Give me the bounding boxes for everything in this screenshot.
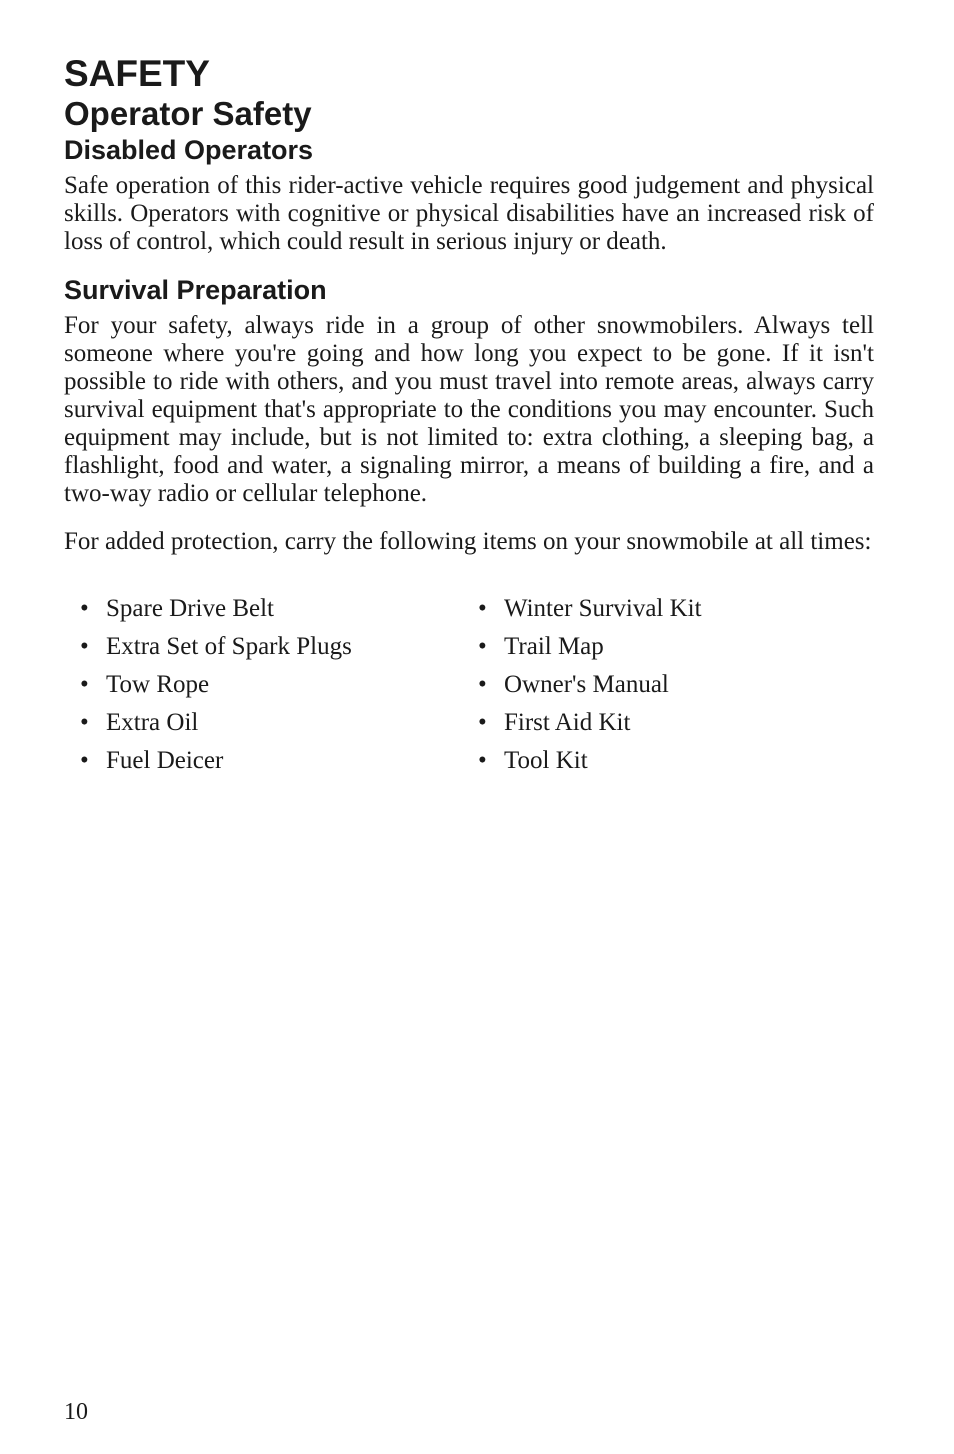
- list-item-label: Extra Oil: [106, 709, 199, 736]
- list-item: [478, 628, 702, 666]
- equipment-list-left: [80, 590, 352, 780]
- bullet-icon: •: [478, 633, 487, 660]
- bullet-icon: •: [80, 633, 89, 660]
- added-protection-text: For added protection, carry the following items on your snowmobile at all times:: [64, 528, 872, 555]
- bullet-icon: •: [478, 747, 487, 774]
- list-item: [80, 666, 352, 704]
- bullet-icon: •: [80, 709, 89, 736]
- bullet-icon: •: [478, 595, 487, 622]
- bullet-icon: •: [478, 671, 487, 698]
- disabled-operators-heading: Disabled Operators: [64, 135, 314, 165]
- bullet-icon: •: [80, 595, 89, 622]
- manual-page: [64, 54, 874, 790]
- bullet-icon: •: [478, 709, 487, 736]
- list-item-label: Trail Map: [504, 633, 604, 660]
- disabled-operators-body: Safe operation of this rider-active vehicle requires good judgement and physical skills. Operators with cognitive or physical disabilities have an increased risk of loss of control, which could result in serious injury or death.: [64, 172, 874, 255]
- survival-preparation-heading: Survival Preparation: [64, 275, 327, 305]
- list-item: [478, 704, 702, 742]
- section-title: SAFETY: [64, 53, 210, 94]
- subsection-title: Operator Safety: [64, 95, 312, 132]
- list-item-label: Winter Survival Kit: [504, 595, 702, 622]
- list-item-label: Tow Rope: [106, 671, 210, 698]
- list-item: [478, 590, 702, 628]
- page-number: 10: [64, 1399, 88, 1425]
- list-item-label: Owner's Manual: [504, 671, 669, 698]
- list-item: [80, 742, 352, 780]
- survival-preparation-body: For your safety, always ride in a group of other snowmobilers. Always tell someone where you're going and how long you expect to be gone. If it isn't possible to ride with others, and you must travel into remote areas, always carry survival equipment that's appropriate to the conditions you may encounter. Such equipment may include, but is not limited to: extra clothing, a sleeping bag, a flashlight, food and water, a signaling mirror, a means of building a fire, and a two-way radio or cellular telephone.: [64, 312, 874, 507]
- list-item: [478, 742, 702, 780]
- list-item-label: First Aid Kit: [504, 709, 631, 736]
- list-item-label: Extra Set of Spark Plugs: [106, 633, 352, 660]
- bullet-icon: •: [80, 747, 89, 774]
- list-item: [80, 628, 352, 666]
- equipment-lists: [64, 590, 874, 790]
- list-item: [478, 666, 702, 704]
- list-item-label: Fuel Deicer: [106, 747, 224, 774]
- list-item-label: Tool Kit: [504, 747, 588, 774]
- list-item-label: Spare Drive Belt: [106, 595, 275, 622]
- equipment-list-right: [478, 590, 702, 780]
- list-item: [80, 704, 352, 742]
- bullet-icon: •: [80, 671, 89, 698]
- list-item: [80, 590, 352, 628]
